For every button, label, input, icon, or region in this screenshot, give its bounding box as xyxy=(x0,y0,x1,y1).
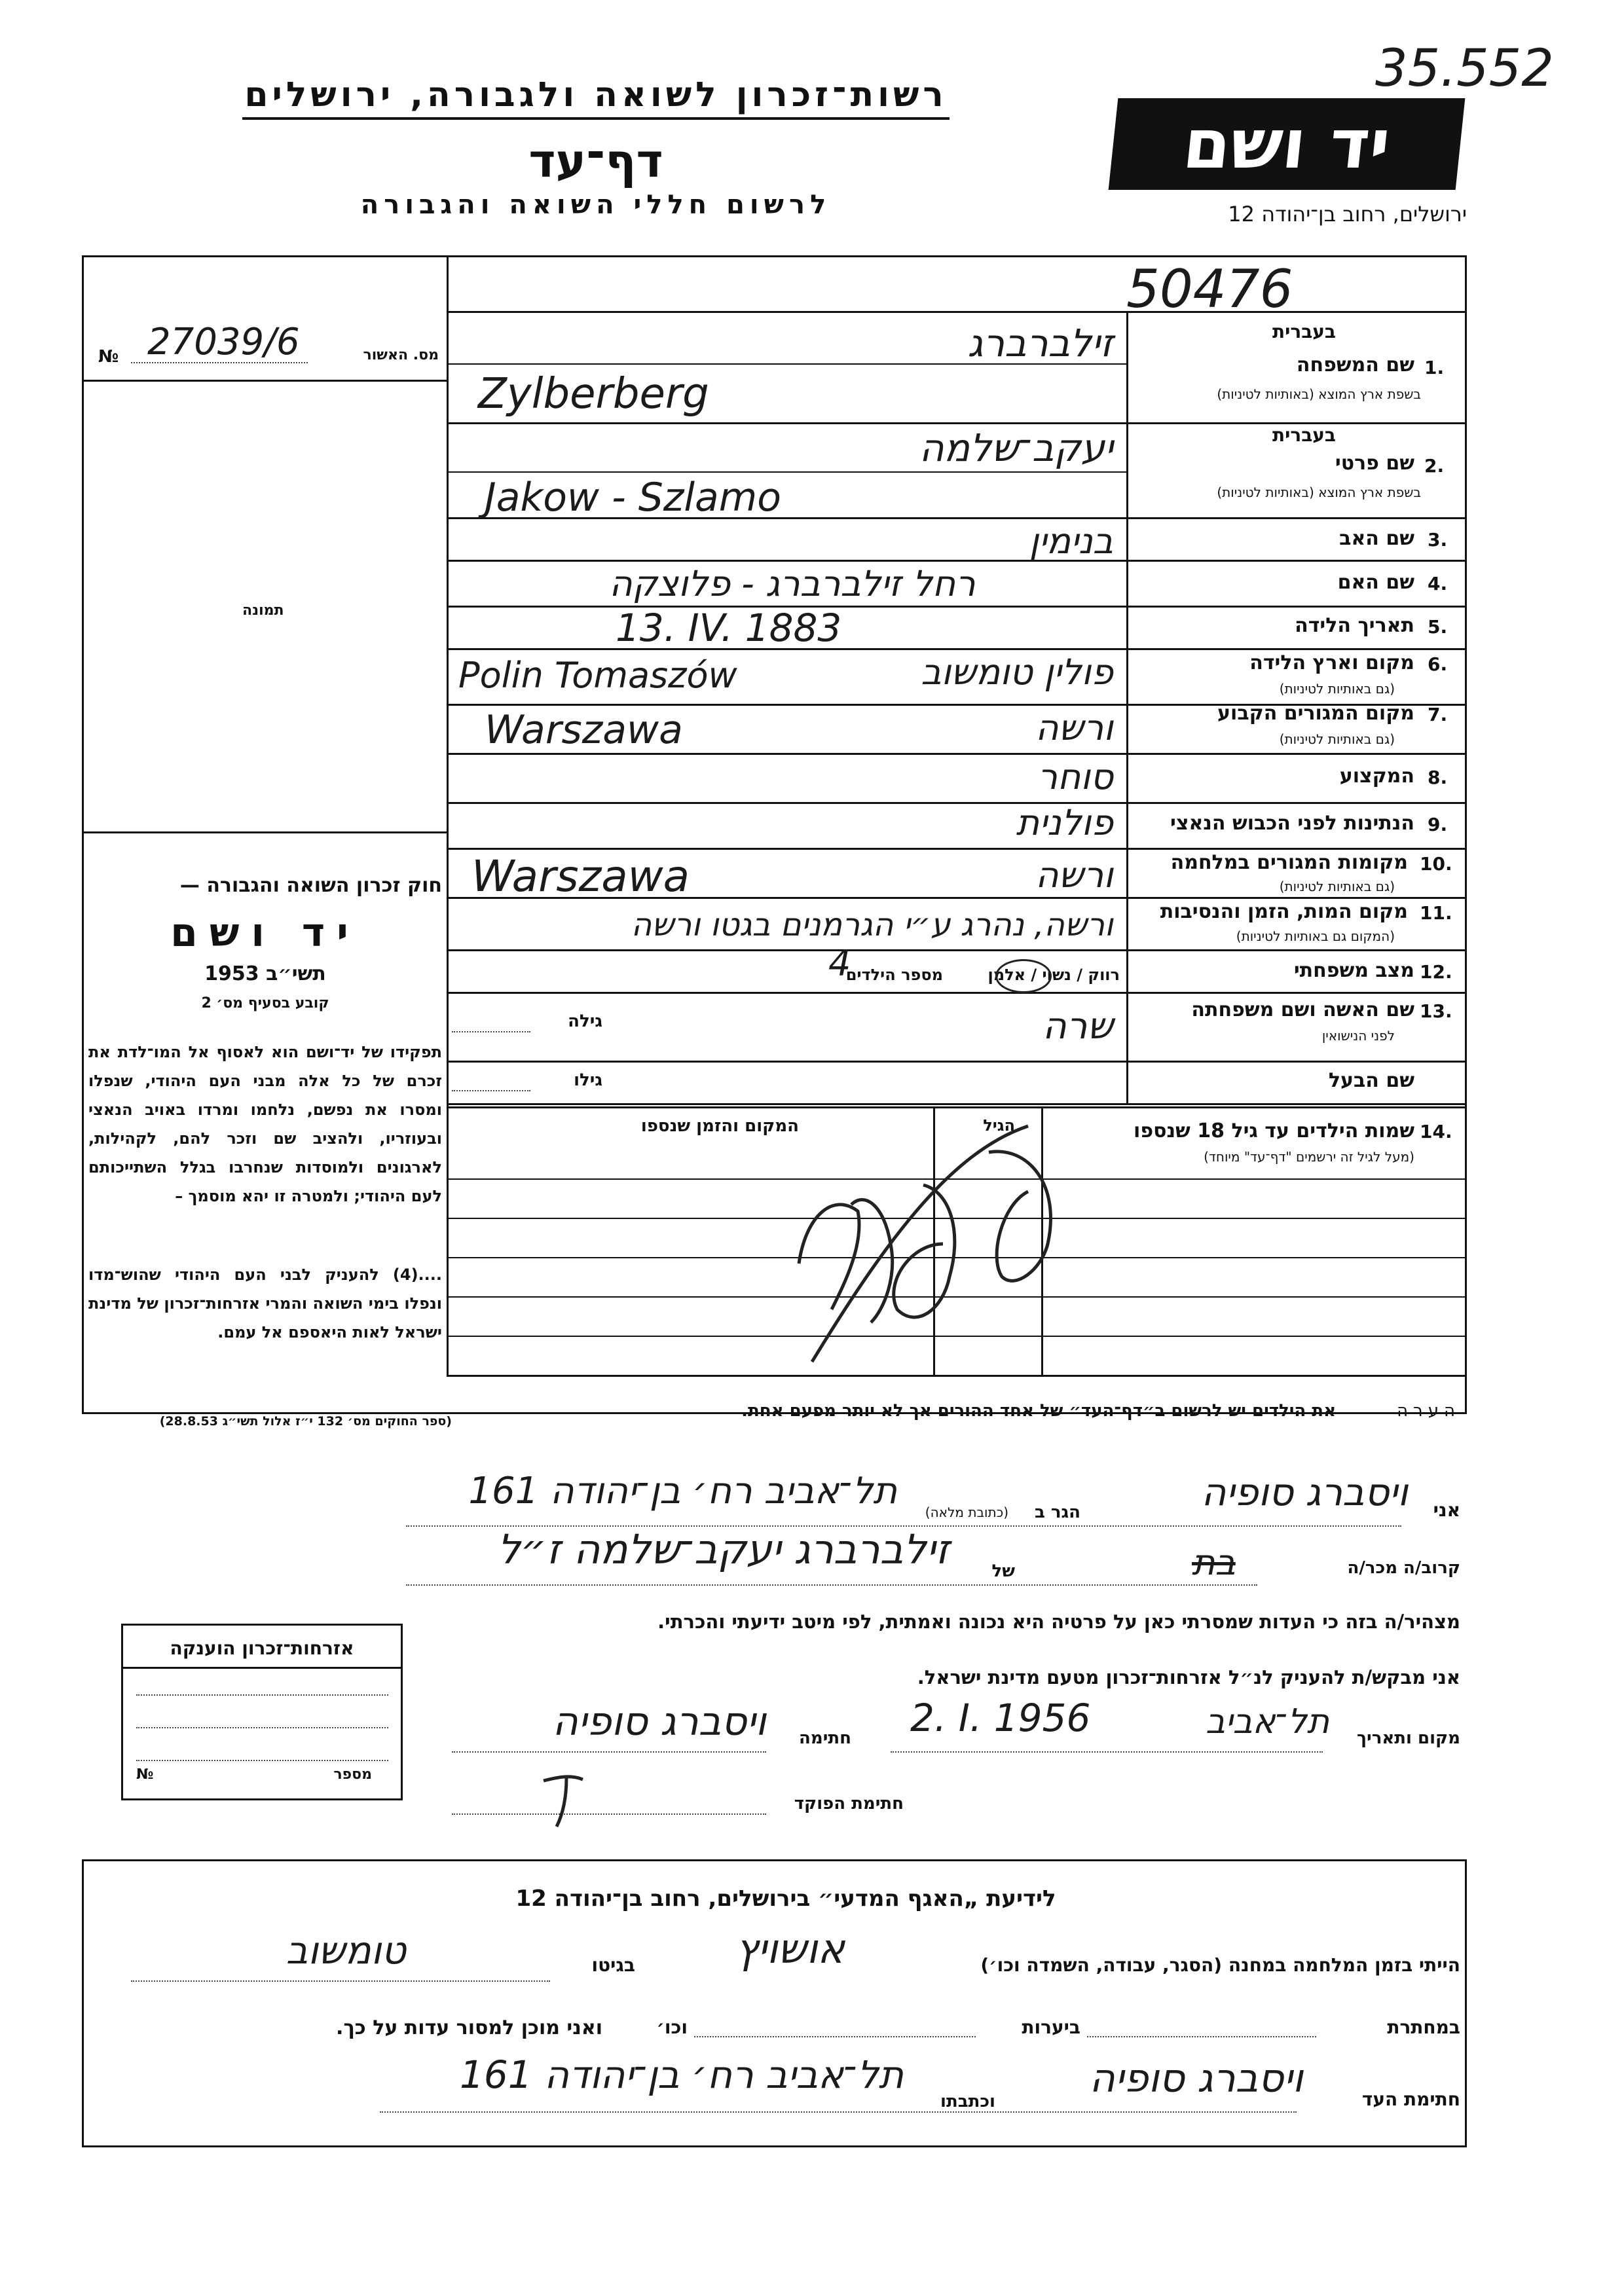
declarant-place: תל־אביב xyxy=(1205,1702,1329,1741)
field-7-label: מקום המגורים הקבוע xyxy=(1217,702,1414,725)
footer-witness-address: תל־אביב רח׳ בן־יהודה 161 xyxy=(459,2052,904,2097)
children-age-col: הגיל xyxy=(983,1116,1015,1135)
field-7-latin: Warszawa xyxy=(485,707,683,753)
footer-witness-signature: ויסברג סופיה xyxy=(1089,2056,1303,2102)
row-line-12 xyxy=(447,992,1467,994)
declarant-i-label: אני xyxy=(1433,1499,1460,1521)
citizenship-number-label: מספר xyxy=(333,1766,372,1783)
field-5-label: תאריך הלידה xyxy=(1295,614,1414,637)
field-2-num: 2. xyxy=(1424,455,1445,477)
field-1-sub: בשפת ארץ המוצא (באותיות לטיניות) xyxy=(1217,386,1421,402)
field-12-label: מצב משפחתי xyxy=(1293,959,1414,982)
relation-value: בת xyxy=(1192,1542,1236,1583)
officer-label: חתימת הפוקד xyxy=(794,1794,904,1813)
footer-address-label: וכתבתו xyxy=(940,2092,995,2111)
approval-dotline xyxy=(131,362,308,363)
authority-title: רשות־זכרון לשואה ולגבורה, ירושלים xyxy=(242,75,950,120)
relation-label: קרוב/ה מכר/ה xyxy=(1347,1558,1460,1578)
declarant-address-label: (כתובת מלאה) xyxy=(925,1504,1008,1520)
declarant-signature: ויסברג סופיה xyxy=(552,1699,766,1745)
field-11-label: מקום המות, הזמן והנסיבות xyxy=(1160,900,1408,923)
field-6-latin: Polin Tomaszów xyxy=(458,655,737,696)
field-9-num: 9. xyxy=(1428,814,1448,835)
field-4-num: 4. xyxy=(1428,573,1448,594)
footer-dotline-3 xyxy=(694,2036,976,2037)
field-8-num: 8. xyxy=(1428,767,1448,788)
signature-label: חתימה xyxy=(799,1728,851,1748)
officer-dotline xyxy=(452,1813,766,1815)
footer-dotline-2 xyxy=(1087,2036,1316,2037)
field-10-hebrew: ורשה xyxy=(1035,854,1113,896)
children-place-col: המקום והזמן שנספו xyxy=(640,1116,799,1136)
field-1-num: 1. xyxy=(1424,357,1445,378)
law-source: (ספר החוקים מס׳ 132 י״ז אלול תשי״ג 28.8.53) xyxy=(159,1414,452,1429)
field-2-latin: Jakow - Szlamo xyxy=(485,475,781,520)
declarant-name: ויסברג סופיה xyxy=(1201,1470,1408,1514)
field-12-num: 12. xyxy=(1420,961,1452,983)
field-13-label: שם האשה ושם משפחתה xyxy=(1191,998,1414,1021)
header-address: ירושלים, רחוב בן־יהודה 12 xyxy=(1228,202,1467,227)
note-label: הערה xyxy=(1397,1401,1460,1421)
field-13-value: שרה xyxy=(1043,1005,1113,1048)
citizenship-box xyxy=(121,1624,403,1800)
field-7-sub: (גם באותיות לטיניות) xyxy=(1279,731,1395,747)
law-text: תפקידו של יד־ושם הוא לאסוף אל המו־לדת את זכרם של כל אלה מבני העם היהודי, שנפלו ומסרו את נפשם, נלחמו ומרדו באויב הנאצי ובעוזריו, ולהציב שם וזכר להם, לקהילות, לארגונים ולמוסדות שנחרבו בגלל השתייכותם לעם היהודי; ולמטרה זו יהא מוסמך – xyxy=(88,1043,442,1205)
declarant-resides-label: הגר ב xyxy=(1034,1503,1080,1522)
page-subtitle: לרשום חללי השואה והגבורה xyxy=(360,190,832,220)
place-date-dotline xyxy=(891,1751,1323,1753)
declarant-dotline-2 xyxy=(406,1584,1257,1586)
field-1-latin: Zylberberg xyxy=(478,370,709,418)
field-8-label: המקצוע xyxy=(1339,765,1414,788)
archive-number: 35.552 xyxy=(1375,39,1554,98)
field-10-label: מקומות המגורים במלחמה xyxy=(1170,851,1408,874)
citizenship-dotline-1 xyxy=(136,1694,388,1696)
field-9-label: הנתינות לפני הכבוש הנאצי xyxy=(1170,812,1414,835)
photo-bottom-line xyxy=(82,831,449,833)
approval-symbol: № xyxy=(98,347,119,367)
field-12-options: רווק / נשוי / אלמן xyxy=(987,966,1120,984)
field-3-num: 3. xyxy=(1428,529,1448,551)
note-top-line xyxy=(447,1375,1467,1377)
field-6-num: 6. xyxy=(1428,653,1448,675)
footer-etc-label: וכו׳ xyxy=(656,2016,688,2038)
hebrew-label-1: בעברית xyxy=(1272,321,1336,342)
field-4-label: שם האם xyxy=(1337,571,1414,594)
law-name: יד ושם xyxy=(170,910,360,956)
record-number-line xyxy=(447,311,1467,313)
photo-top-line xyxy=(82,380,449,382)
footer-top-line xyxy=(82,1859,1467,1861)
of-label: של xyxy=(991,1561,1015,1581)
field-1-hebrew: זילברברג xyxy=(967,321,1113,365)
law-year: תשי״ב 1953 xyxy=(204,962,326,985)
place-date-label: מקום ותאריך xyxy=(1357,1728,1460,1748)
field-12-children-label: מספר הילדים xyxy=(845,966,943,984)
yad-vashem-logo xyxy=(1109,98,1466,190)
children-num: 14. xyxy=(1420,1121,1452,1142)
field-10-latin: Warszawa xyxy=(471,851,690,902)
field-2-label: שם פרטי xyxy=(1335,452,1414,475)
record-number: 50476 xyxy=(1126,259,1293,319)
approval-number: 27039/6 xyxy=(147,321,300,363)
children-sub: (מעל לגיל זה ירשמים "דף־עד" מיוחד) xyxy=(1204,1149,1414,1165)
logo-text: יד ושם xyxy=(1179,104,1394,184)
officer-initials xyxy=(537,1761,589,1833)
row-line-9 xyxy=(447,848,1467,850)
law-title: חוק זכרון השואה והגבורה — xyxy=(179,874,442,897)
husband-age-dotline xyxy=(452,1090,530,1091)
field-10-sub: (גם באותיות לטיניות) xyxy=(1279,879,1395,894)
field-4-value: רחל זילברברג - פלוצקה xyxy=(609,563,976,604)
footer-camp-value: אושויץ xyxy=(735,1925,845,1973)
field-6-sub: (גם באותיות לטיניות) xyxy=(1279,681,1395,697)
field-6-label: מקום וארץ הלידה xyxy=(1249,651,1414,674)
field-11-num: 11. xyxy=(1420,902,1452,924)
citizenship-dotline-3 xyxy=(136,1760,388,1761)
married-circle-mark xyxy=(995,959,1052,993)
row-line-4 xyxy=(447,606,1467,608)
page-title: דף־עד xyxy=(528,134,663,188)
footer-underground-label: במחתרת xyxy=(1387,2016,1460,2038)
field-2-hebrew: יעקב־שלמה xyxy=(919,426,1113,470)
field-13-sub: לפני הנישואין xyxy=(1321,1028,1395,1044)
footer-ghetto-label: בגיטו xyxy=(591,1954,635,1976)
field-6-hebrew: פולין טומשוב xyxy=(921,651,1113,693)
field-12-children: 4 xyxy=(828,943,851,984)
age-dotline xyxy=(452,1031,530,1032)
footer-dotline-4 xyxy=(380,2111,1297,2113)
citizenship-symbol: № xyxy=(136,1766,154,1783)
citizenship-dotline-2 xyxy=(136,1727,388,1728)
field-1-label: שם המשפחה xyxy=(1296,354,1414,376)
children-top-line xyxy=(447,1106,1467,1108)
field-7-hebrew: ורשה xyxy=(1035,707,1113,748)
field-2-sub: בשפת ארץ המוצא (באותיות לטיניות) xyxy=(1217,484,1421,500)
field-5-num: 5. xyxy=(1428,616,1448,638)
children-label: שמות הילדים עד גיל 18 שנספו xyxy=(1134,1120,1414,1142)
cross-out-scribble xyxy=(753,1113,1080,1388)
footer-forests-label: ביערות xyxy=(1022,2016,1080,2038)
field-11-value: ורשה, נהרג ע״י הגרמנים בגטו ורשה xyxy=(631,907,1113,943)
field-13-age-label: גילה xyxy=(568,1011,602,1031)
husband-age-label: גילו xyxy=(574,1070,602,1090)
label-column-divider xyxy=(1126,311,1128,1103)
law-clause: קובע בסעיף מס׳ 2 xyxy=(201,995,329,1011)
field-13-num: 13. xyxy=(1420,1000,1452,1022)
signature-dotline xyxy=(452,1751,766,1753)
declaration-text: מצהיר/ה בזה כי העדות שמסרתי כאן על פרטיה היא נכונה ואמתית, לפי מיטב ידיעתי והכרתי. xyxy=(657,1611,1460,1633)
field-8-value: סוחר xyxy=(1037,756,1113,797)
row-line-7 xyxy=(447,753,1467,755)
field-3-label: שם האב xyxy=(1339,527,1414,550)
field-5-value: 13. IV. 1883 xyxy=(616,606,842,650)
footer-title: לידיעת „האגף המדעי״ בירושלים, רחוב בן־יהודה 12 xyxy=(515,1886,1056,1912)
footer-testify: ואני מוכן למסור עדות על כך. xyxy=(336,2016,602,2039)
field-9-value: פולנית xyxy=(1016,802,1113,843)
approval-label: מס. האשור xyxy=(363,347,439,363)
law-clause4: ....(4) להעניק לבני העם היהודי שהוש־מדו ונפלו בימי השואה והמרי אזרחות־זכרון של מדינת ישראל לאות היאספם אל עמם. xyxy=(88,1266,442,1341)
row-line-13 xyxy=(447,1061,1467,1063)
hebrew-label-2: בעברית xyxy=(1272,424,1336,446)
row-line-2a xyxy=(447,471,1128,473)
field-7-num: 7. xyxy=(1428,704,1448,725)
citizenship-title: אזרחות־זכרון הוענקה xyxy=(123,1637,401,1669)
row-line-13b xyxy=(447,1103,1467,1105)
photo-label: תמונה xyxy=(242,602,284,619)
row-line-11 xyxy=(447,949,1467,951)
declarant-date: 2. I. 1956 xyxy=(910,1696,1091,1740)
husband-label: שם הבעל xyxy=(1328,1069,1414,1092)
field-3-value: בנימין xyxy=(1029,520,1113,562)
footer-dotline-1 xyxy=(131,1980,550,1982)
footer-line1-label: הייתי בזמן המלחמה במחנה (הסגר, עבודה, השמדה וכו׳) xyxy=(980,1954,1460,1976)
footer-witness-label: חתימת העד xyxy=(1361,2088,1460,2110)
deceased-name: זילברברג יעקב־שלמה ז״ל xyxy=(497,1525,950,1573)
field-10-num: 10. xyxy=(1420,853,1452,875)
declarant-address: תל־אביב רח׳ בן־יהודה 161 xyxy=(468,1470,897,1512)
request-text: אני מבקש/ת להעניק לנ״ל אזרחות־זכרון מטעם מדינת ישראל. xyxy=(917,1666,1460,1688)
row-line-5 xyxy=(447,648,1467,650)
footer-ghetto-value: טומשוב xyxy=(286,1928,406,1973)
note-text: את הילדים יש לרשום ב״דף־העד״ של אחד ההורים אך לא יותר מפעם אחת. xyxy=(741,1401,1336,1421)
field-11-sub: (המקום גם באותיות לטיניות) xyxy=(1236,928,1395,944)
